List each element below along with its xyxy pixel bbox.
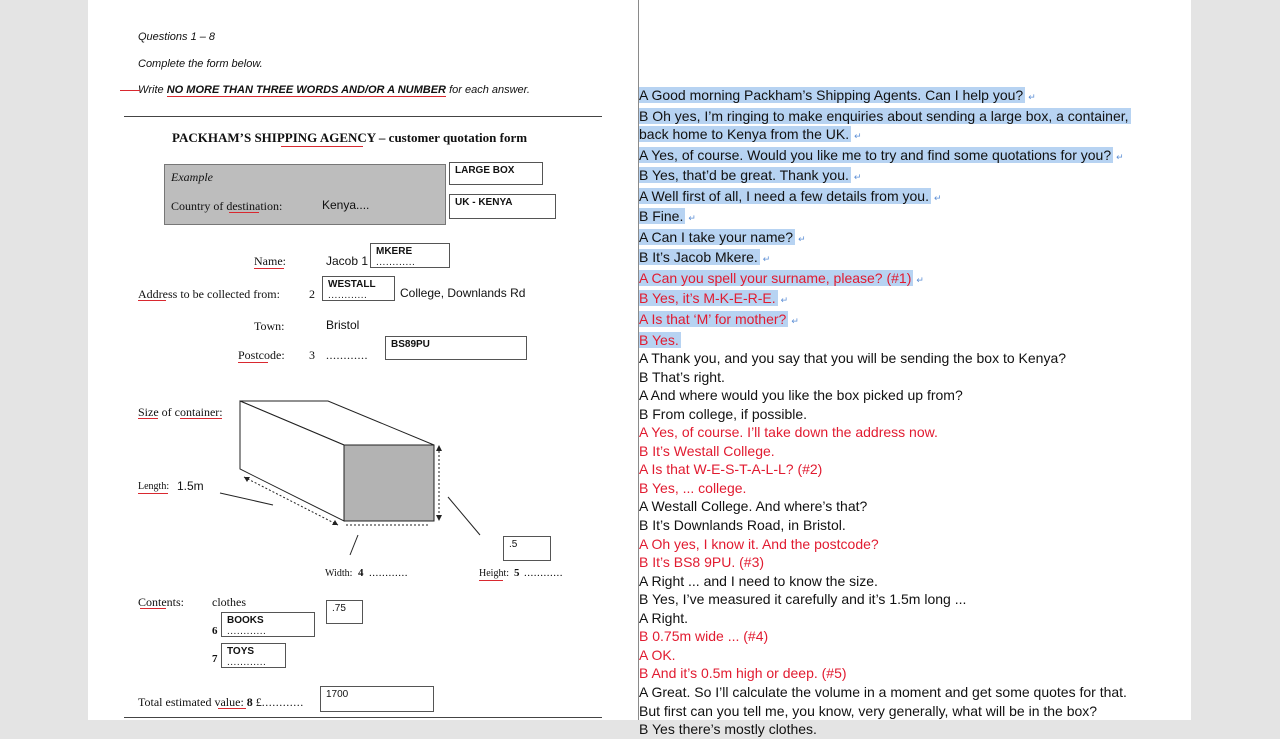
country-label: Country of destination: xyxy=(171,199,283,213)
paragraph-mark-icon: ↵ xyxy=(1028,92,1036,102)
transcript-line-text: B And it’s 0.5m high or deep. (#5) xyxy=(639,665,847,682)
transcript-line xyxy=(639,683,1191,702)
answer-box-5[interactable]: .5 xyxy=(503,536,551,561)
size-underline xyxy=(138,418,158,419)
paragraph-mark-icon: ↵ xyxy=(933,192,942,203)
answer-box-4[interactable]: .75 xyxy=(326,600,363,624)
transcript-line xyxy=(639,646,1191,665)
transcript-line xyxy=(639,702,1191,721)
paragraph-mark-icon: ↵ xyxy=(780,295,789,306)
address-number: 2 xyxy=(309,287,315,301)
transcript-line xyxy=(639,627,1191,646)
red-strike-mark xyxy=(120,90,140,91)
answer-2-dots: ............ xyxy=(328,290,368,301)
write-prefix: Write xyxy=(138,84,167,96)
transcript-line-text: A Right. xyxy=(639,609,689,626)
box-front-face xyxy=(344,445,434,521)
height-underline xyxy=(479,580,503,581)
height-number: 5 xyxy=(514,567,520,579)
transcript-line xyxy=(639,405,1191,424)
transcript-line-text: B 0.75m wide ... (#4) xyxy=(639,628,769,645)
postcode-label: Postcode: xyxy=(238,348,285,362)
paragraph-mark-icon: ↵ xyxy=(853,172,862,183)
transcript-line-text: B Yes, I’ve measured it carefully and it’s 1.5m long ... xyxy=(639,591,967,608)
length-underline xyxy=(138,493,168,494)
transcript-line-text: A Yes, of course. I’ll take down the address now. xyxy=(639,424,938,441)
postcode-underline xyxy=(238,362,268,363)
contents-item-clothes: clothes xyxy=(212,595,246,609)
transcript-line-text: B It’s Jacob Mkere. xyxy=(639,249,758,266)
paragraph-mark-icon: ↵ xyxy=(688,213,696,224)
transcript-line-text: A Great. So I’ll calculate the volume in a moment and get some quotes for that. xyxy=(639,683,1127,700)
total-dots: ............ xyxy=(261,695,304,709)
answer-6-text: BOOKS xyxy=(227,615,264,626)
transcript-line xyxy=(639,720,1191,739)
transcript-line xyxy=(639,289,1191,310)
width-arrow-head-b xyxy=(332,520,338,525)
divider-top xyxy=(124,116,602,117)
transcript-line-text: back home to Kenya from the UK. xyxy=(639,126,850,143)
transcript-line-text: A Can you spell your surname, please? (#1) xyxy=(639,269,912,286)
transcript-line xyxy=(639,228,1191,249)
write-suffix: for each answer. xyxy=(446,84,530,96)
transcript-line-text: A And where would you like the box picked up from? xyxy=(639,387,963,404)
town-label: Town: xyxy=(254,319,285,333)
transcript-line xyxy=(639,609,1191,628)
transcript-line xyxy=(639,497,1191,516)
transcript-line-text: B It’s BS8 9PU. (#3) xyxy=(639,554,765,571)
transcript-line xyxy=(639,386,1191,405)
transcript-line-text: But first can you tell me, you know, very generally, what will be in the box? xyxy=(639,702,1098,719)
complete-instruction: Complete the form below. xyxy=(138,58,263,70)
transcript-line xyxy=(639,479,1191,498)
answer-7-text: TOYS xyxy=(227,646,255,657)
transcript-line-text: A Well first of all, I need a few details from you. xyxy=(639,187,929,204)
transcript-line xyxy=(639,590,1191,609)
town-value: Bristol xyxy=(326,318,360,332)
contents-number-6: 6 xyxy=(212,625,218,637)
transcript-line xyxy=(639,107,1191,126)
country-value: Kenya.... xyxy=(322,198,370,212)
transcript-line-text: B Yes, that’d be great. Thank you. xyxy=(639,167,849,184)
total-number: 8 xyxy=(246,695,253,709)
answer-box-6[interactable] xyxy=(221,612,315,637)
answer-box-8[interactable]: 1700 xyxy=(320,686,434,712)
container-diagram xyxy=(228,395,468,565)
postcode-number: 3 xyxy=(309,348,315,362)
paragraph-mark-icon: ↵ xyxy=(916,274,924,285)
paragraph-mark-icon: ↵ xyxy=(798,233,806,244)
transcript-line-text: A Right ... and I need to know the size. xyxy=(639,572,878,589)
transcript-line-text: B Yes there’s mostly clothes. xyxy=(639,721,817,738)
length-label: Length: xyxy=(138,481,170,492)
transcript-line xyxy=(639,207,1191,228)
name-label: Name: xyxy=(254,254,286,268)
transcript-line-text: A Is that W-E-S-T-A-L-L? (#2) xyxy=(639,461,823,478)
transcript-line-text: B Yes, ... college. xyxy=(639,479,747,496)
paragraph-mark-icon: ↵ xyxy=(1116,151,1124,162)
address-label: Address to be collected from: xyxy=(138,287,280,301)
width-label: Width: xyxy=(325,568,353,579)
length-value: 1.5m xyxy=(177,479,204,493)
transcript-line-text: B Yes, it’s M-K-E-R-E. xyxy=(639,290,776,307)
transcript-line xyxy=(639,423,1191,442)
transcript-line-text: B Yes. xyxy=(639,331,679,348)
transcript-line-text: A Is that ‘M’ for mother? xyxy=(639,311,787,328)
transcript-line xyxy=(639,460,1191,479)
name-value: Jacob 1 xyxy=(326,254,369,268)
questions-heading: Questions 1 – 8 xyxy=(138,31,216,43)
transcript-line xyxy=(639,166,1191,187)
transcript-line-text: A Thank you, and you say that you will be sending the box to Kenya? xyxy=(639,350,1067,367)
container-underline xyxy=(180,418,222,419)
answer-1-dots: ............ xyxy=(376,257,416,268)
transcript-line-text: B Oh yes, I’m ringing to make enquiries about sending a large box, a container, xyxy=(639,107,1129,124)
paragraph-mark-icon: ↵ xyxy=(854,131,862,142)
transcript-line xyxy=(639,664,1191,683)
transcript-line-text: B It’s Downlands Road, in Bristol. xyxy=(639,517,846,534)
answer-1-text: MKERE xyxy=(376,246,413,257)
contents-underline xyxy=(140,608,166,609)
example-label: Example xyxy=(171,170,213,184)
transcript-line xyxy=(639,442,1191,461)
transcript-line-text: A Good morning Packham’s Shipping Agents. Can I help you? xyxy=(639,87,1024,103)
transcript-line xyxy=(639,187,1191,208)
answer-6-dots: ............ xyxy=(227,626,267,637)
transcript-line xyxy=(639,572,1191,591)
postcode-dots: ............ xyxy=(326,348,368,362)
transcript-line xyxy=(639,349,1191,368)
width-dots: ............ xyxy=(369,567,408,579)
contents-number-7: 7 xyxy=(212,653,218,665)
transcript-line xyxy=(639,86,1191,107)
height-pointer xyxy=(448,497,480,535)
transcript-page xyxy=(639,0,1191,738)
transcript-line xyxy=(639,125,1191,146)
transcript-line xyxy=(639,331,1191,350)
address-value: College, Downlands Rd xyxy=(400,286,526,300)
width-pointer xyxy=(350,535,358,555)
height-arrow-head-b xyxy=(436,515,442,521)
form-title: PACKHAM’S SHIPPING AGENCY – customer quotation form xyxy=(172,130,528,145)
answer-box-3[interactable]: BS89PU xyxy=(385,336,527,360)
transcript-line-text: A Can I take your name? xyxy=(639,228,794,245)
divider-bottom xyxy=(124,717,602,718)
contents-label: Contents: xyxy=(138,595,185,609)
write-emphasis: NO MORE THAN THREE WORDS AND/OR A NUMBER xyxy=(166,84,447,96)
address-underline xyxy=(138,300,166,301)
length-pointer xyxy=(220,493,273,505)
title-underline xyxy=(281,146,363,147)
answer-2-text: WESTALL xyxy=(328,279,376,290)
transcript-line-text: A OK. xyxy=(639,646,676,663)
answer-box-large-box[interactable]: LARGE BOX xyxy=(449,162,543,185)
total-label-text: Total estimated value: xyxy=(138,695,244,709)
transcript-line-text: B Fine. xyxy=(639,208,684,225)
transcript-line-text: B From college, if possible. xyxy=(639,405,808,422)
transcript-line xyxy=(639,368,1191,387)
value-underline xyxy=(218,708,246,709)
transcript-line xyxy=(639,269,1191,290)
size-label: Size of container: xyxy=(138,405,223,419)
total-currency: £ xyxy=(255,695,262,709)
height-dots: ............ xyxy=(524,567,563,579)
paragraph-mark-icon: ↵ xyxy=(791,316,799,327)
width-number: 4 xyxy=(358,567,364,579)
answer-box-7[interactable] xyxy=(221,643,286,668)
transcript-line xyxy=(639,310,1191,331)
transcript-line-text: B It’s Westall College. xyxy=(639,442,775,459)
write-instruction xyxy=(138,84,530,96)
transcript-line xyxy=(639,516,1191,535)
transcript-line xyxy=(639,553,1191,572)
height-arrow-head-a xyxy=(436,445,442,451)
answer-box-1[interactable] xyxy=(370,243,450,268)
height-label: Height: xyxy=(479,568,509,579)
transcript-line-text: A Yes, of course. Would you like me to try and find some quotations for you? xyxy=(639,146,1112,163)
transcript-line xyxy=(639,146,1191,167)
paragraph-mark-icon: ↵ xyxy=(762,254,771,265)
transcript-line xyxy=(639,535,1191,554)
name-underline xyxy=(254,268,284,269)
transcript-text xyxy=(639,86,1191,739)
worksheet-page xyxy=(88,0,639,720)
answer-7-dots: ............ xyxy=(227,657,267,668)
transcript-line xyxy=(639,248,1191,269)
transcript-line-text: A Oh yes, I know it. And the postcode? xyxy=(639,535,879,552)
transcript-line-text: B That’s right. xyxy=(639,368,725,385)
answer-box-uk-kenya[interactable]: UK - KENYA xyxy=(449,194,556,219)
transcript-line-text: A Westall College. And where’s that? xyxy=(639,498,868,515)
destination-underline xyxy=(229,212,259,213)
answer-box-2[interactable] xyxy=(322,276,395,301)
